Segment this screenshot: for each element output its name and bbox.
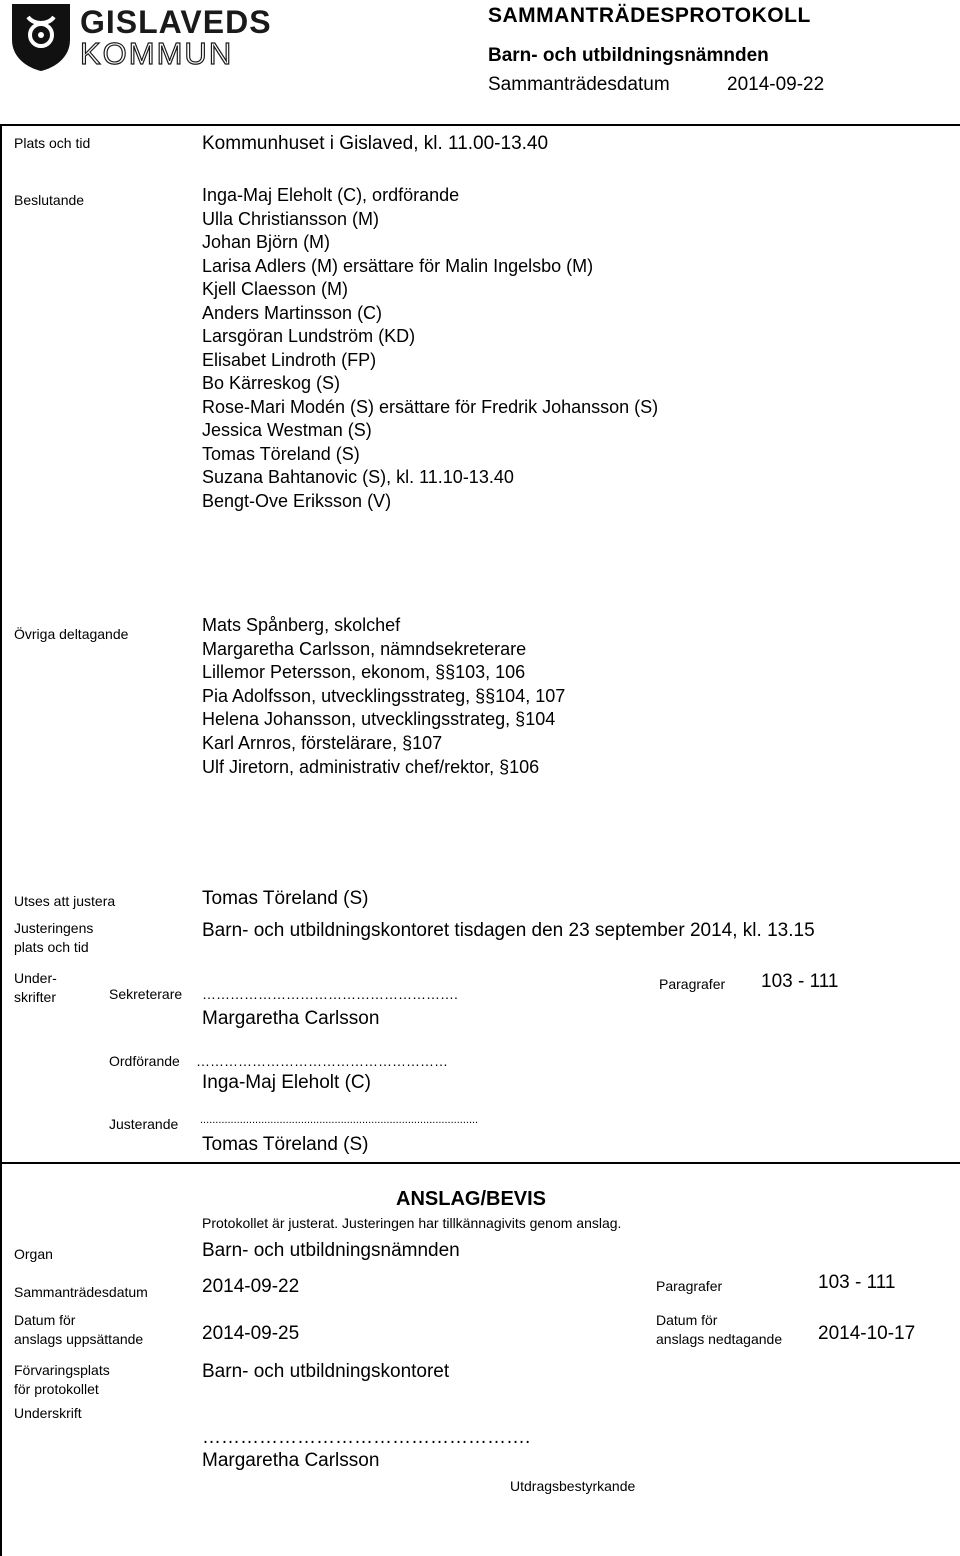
secretary-label: Sekreterare bbox=[109, 986, 183, 1002]
signature-name: Margaretha Carlsson bbox=[202, 1450, 380, 1471]
posted-date-value: 2014-09-25 bbox=[202, 1323, 300, 1344]
adjuster-label: Justerande bbox=[109, 1116, 179, 1132]
middle-rule bbox=[0, 1162, 960, 1164]
other-participants-list bbox=[202, 614, 565, 779]
storage-label-1: Förvaringsplats bbox=[14, 1362, 110, 1378]
signature-label: Underskrift bbox=[14, 1405, 82, 1421]
document-title: SAMMANTRÄDESPROTOKOLL bbox=[488, 4, 811, 27]
chair-signature-line: ……………………………………………… bbox=[196, 1053, 448, 1069]
notice-paragraphs-value: 103 - 111 bbox=[818, 1272, 896, 1293]
list-item: Suzana Bahtanovic (S), kl. 11.10-13.40 bbox=[202, 467, 514, 487]
top-rule bbox=[0, 124, 960, 126]
notice-paragraphs-label: Paragrafer bbox=[656, 1278, 723, 1294]
list-item: Anders Martinsson (C) bbox=[202, 302, 383, 323]
list-item: Bo Kärreskog (S) bbox=[202, 373, 341, 393]
list-item: Mats Spånberg, skolchef bbox=[202, 615, 401, 635]
signatures-label-1: Under- bbox=[14, 970, 57, 986]
meeting-date-label: Sammanträdesdatum bbox=[488, 74, 670, 95]
adjuster-name: Tomas Töreland (S) bbox=[202, 1134, 369, 1155]
adjustment-place-value: Barn- och utbildningskontoret tisdagen den 23 september 2014, kl. 13.15 bbox=[202, 920, 815, 941]
notice-title: ANSLAG/BEVIS bbox=[396, 1188, 547, 1210]
removed-date-value: 2014-10-17 bbox=[818, 1323, 916, 1344]
paragraphs-value: 103 - 111 bbox=[761, 971, 839, 992]
notice-subtitle: Protokollet är justerat. Justeringen har tillkännagivits genom anslag. bbox=[202, 1215, 622, 1231]
list-item: Ulf Jiretorn, administrativ chef/rektor, §106 bbox=[202, 756, 540, 777]
removed-date-label-1: Datum för bbox=[656, 1312, 718, 1328]
adjuster-signature-line: ........................................................................................... bbox=[200, 1114, 479, 1126]
paragraphs-label: Paragrafer bbox=[659, 976, 726, 992]
list-item: Bengt-Ove Eriksson (V) bbox=[202, 490, 392, 511]
removed-date-label-2: anslags nedtagande bbox=[656, 1331, 783, 1347]
logo-line-1: GISLAVEDS bbox=[80, 4, 272, 40]
coat-of-arms-icon bbox=[10, 2, 72, 72]
list-item: Larsgöran Lundström (KD) bbox=[202, 326, 416, 346]
list-item: Kjell Claesson (M) bbox=[202, 279, 349, 299]
board-name: Barn- och utbildningsnämnden bbox=[488, 45, 769, 66]
adjustment-place-label-1: Justeringens bbox=[14, 920, 94, 936]
other-participants-label: Övriga deltagande bbox=[14, 626, 129, 642]
list-item: Jessica Westman (S) bbox=[202, 420, 372, 440]
decision-makers-label: Beslutande bbox=[14, 192, 85, 208]
signatures-label-2: skrifter bbox=[14, 989, 56, 1005]
list-item: Ulla Christiansson (M) bbox=[202, 208, 380, 229]
certifier-label: Utdragsbestyrkande bbox=[510, 1478, 636, 1494]
organ-value: Barn- och utbildningsnämnden bbox=[202, 1240, 460, 1261]
list-item: Inga-Maj Eleholt (C), ordförande bbox=[202, 185, 460, 205]
storage-value: Barn- och utbildningskontoret bbox=[202, 1361, 450, 1382]
decision-makers-list bbox=[202, 184, 658, 513]
notice-meeting-date-label: Sammanträdesdatum bbox=[14, 1284, 148, 1300]
storage-label-2: för protokollet bbox=[14, 1381, 99, 1397]
chair-label: Ordförande bbox=[109, 1053, 180, 1069]
left-rule bbox=[0, 124, 2, 1556]
logo-line-2: KOMMUN bbox=[80, 36, 234, 71]
notice-meeting-date-value: 2014-09-22 bbox=[202, 1276, 300, 1297]
posted-date-label-1: Datum för bbox=[14, 1312, 76, 1328]
chair-name: Inga-Maj Eleholt (C) bbox=[202, 1072, 371, 1093]
appointed-adjuster-value: Tomas Töreland (S) bbox=[202, 888, 369, 909]
posted-date-label-2: anslags uppsättande bbox=[14, 1331, 144, 1347]
list-item: Margaretha Carlsson, nämndsekreterare bbox=[202, 638, 527, 659]
list-item: Larisa Adlers (M) ersättare för Malin Ingelsbo (M) bbox=[202, 255, 594, 276]
list-item: Tomas Töreland (S) bbox=[202, 443, 360, 464]
list-item: Elisabet Lindroth (FP) bbox=[202, 349, 377, 370]
place-value: Kommunhuset i Gislaved, kl. 11.00-13.40 bbox=[202, 133, 549, 154]
list-item: Helena Johansson, utvecklingsstrateg, §104 bbox=[202, 709, 556, 730]
meeting-date-value: 2014-09-22 bbox=[727, 74, 825, 95]
list-item: Johan Björn (M) bbox=[202, 232, 331, 252]
list-item: Karl Arnros, förstelärare, §107 bbox=[202, 732, 443, 753]
secretary-signature-line: ………………………………………………. bbox=[202, 986, 458, 1002]
list-item: Lillemor Petersson, ekonom, §§103, 106 bbox=[202, 662, 526, 683]
secretary-name: Margaretha Carlsson bbox=[202, 1008, 380, 1029]
place-label: Plats och tid bbox=[14, 135, 91, 151]
list-item: Rose-Mari Modén (S) ersättare för Fredrik Johansson (S) bbox=[202, 396, 659, 417]
list-item: Pia Adolfsson, utvecklingsstrateg, §§104, 107 bbox=[202, 685, 566, 706]
signature-line: ……………………………………………. bbox=[202, 1427, 531, 1448]
municipality-logo bbox=[10, 2, 272, 72]
appointed-adjuster-label: Utses att justera bbox=[14, 893, 116, 909]
organ-label: Organ bbox=[14, 1246, 53, 1262]
adjustment-place-label-2: plats och tid bbox=[14, 939, 89, 955]
